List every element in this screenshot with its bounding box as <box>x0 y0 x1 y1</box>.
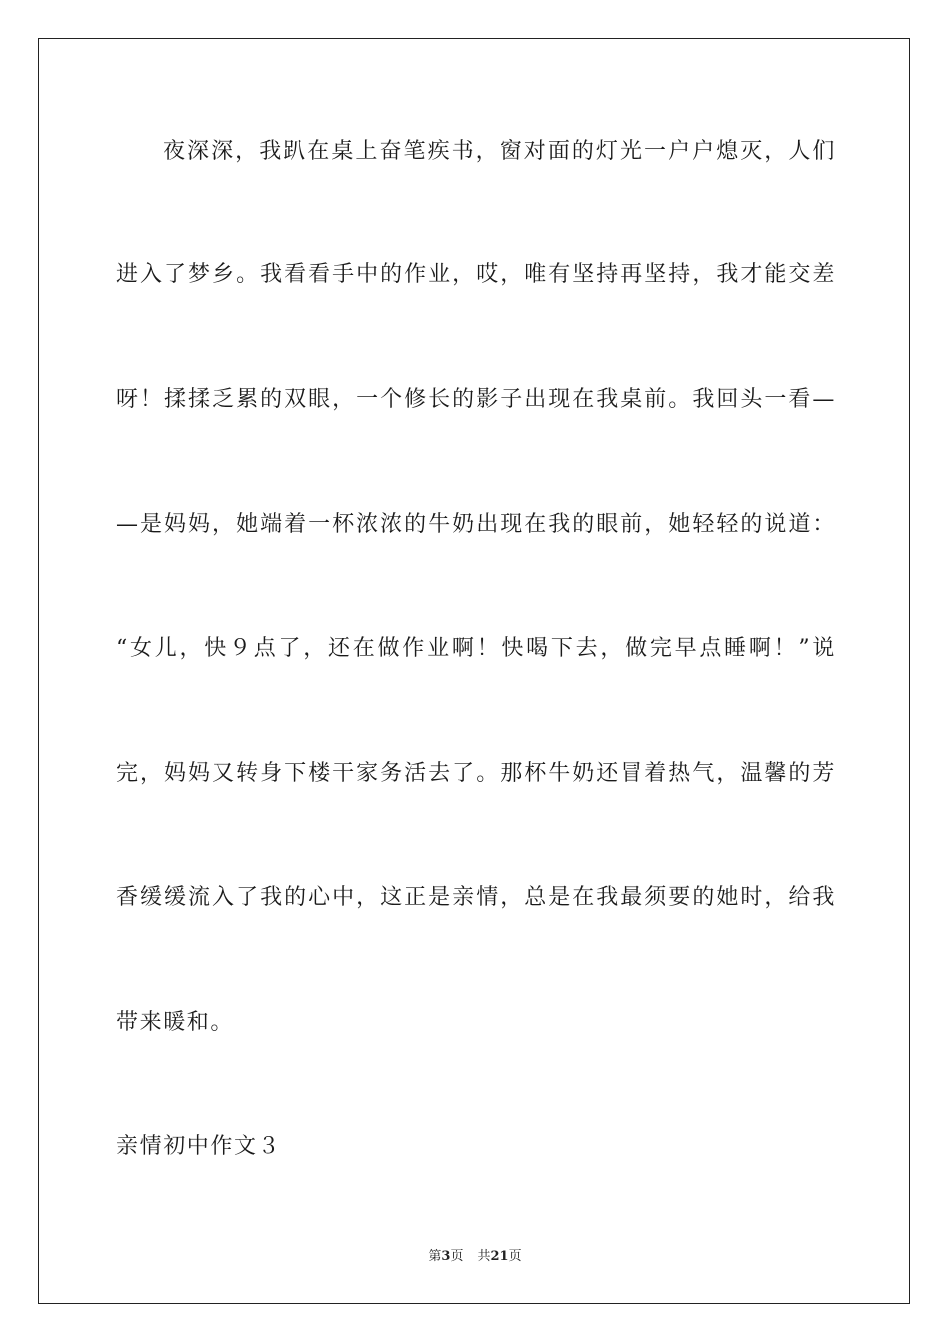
total-suffix: 页 <box>508 1249 522 1264</box>
page-footer <box>0 1248 950 1266</box>
page-prefix: 第 <box>428 1249 442 1264</box>
paragraph-line-5: “女儿，快９点了，还在做作业啊！快喝下去，做完早点睡啊！”说 <box>116 636 836 661</box>
paragraph-line-7: 香缓缓流入了我的心中，这正是亲情，总是在我最须要的她时，给我 <box>116 885 836 910</box>
page-suffix: 页 <box>450 1249 464 1264</box>
page-number: 3 <box>441 1249 451 1264</box>
paragraph-line-8: 带来暖和。 <box>116 1010 235 1035</box>
total-pages: 21 <box>490 1249 509 1264</box>
paragraph-line-3: 呀！揉揉乏累的双眼，一个修长的影子出现在我桌前。我回头一看— <box>116 387 836 412</box>
section-heading: 亲情初中作文３ <box>116 1134 282 1159</box>
paragraph-line-4: —是妈妈，她端着一杯浓浓的牛奶出现在我的眼前，她轻轻的说道： <box>116 512 836 537</box>
paragraph-line-1: 夜深深，我趴在桌上奋笔疾书，窗对面的灯光一户户熄灭，人们 <box>163 139 836 164</box>
page-border <box>38 38 910 1304</box>
total-prefix: 共 <box>477 1249 491 1264</box>
paragraph-line-6: 完，妈妈又转身下楼干家务活去了。那杯牛奶还冒着热气，温馨的芳 <box>116 761 836 786</box>
paragraph-line-2: 进入了梦乡。我看看手中的作业，哎，唯有坚持再坚持，我才能交差 <box>116 262 836 287</box>
